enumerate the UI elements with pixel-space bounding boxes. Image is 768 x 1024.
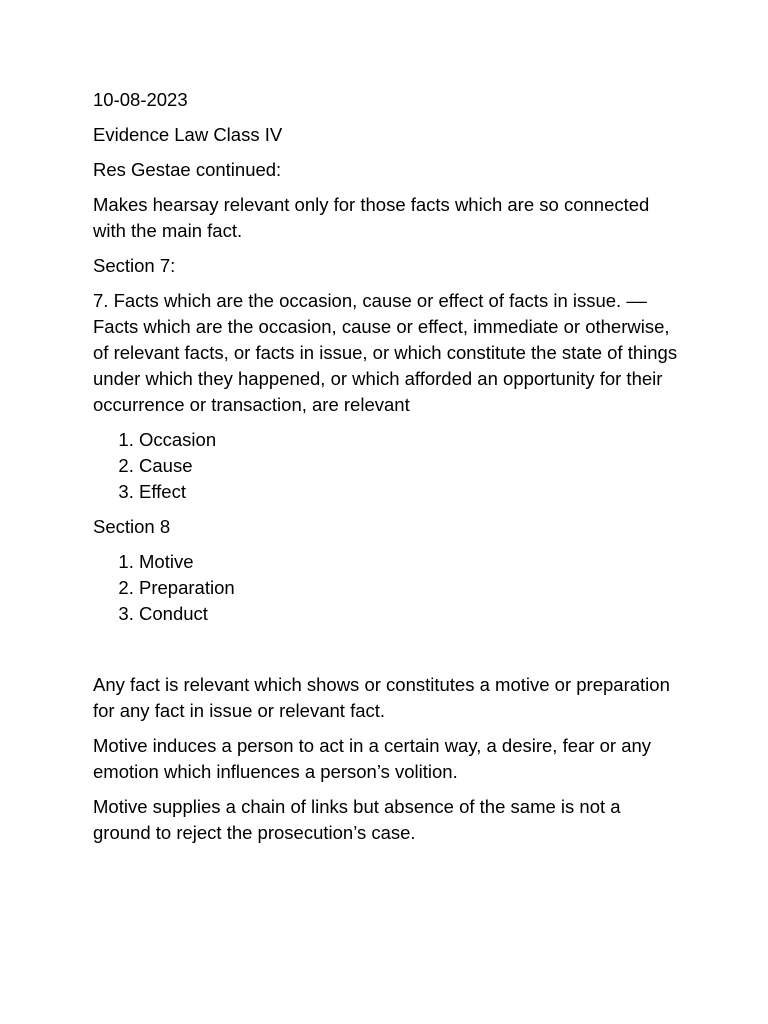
section-7-text: 7. Facts which are the occasion, cause or effect of facts in issue. –– Facts which are the occasion, cause or effect, immediate or otherwise, of relevant facts, or facts in issue, or which constitute the state of things under which they happened, or which afforded an opportunity for their occurrence or transaction, are relevant [93, 290, 678, 415]
paragraph-motive-chain: Motive supplies a chain of links but absence of the same is not a ground to reject the prosecution’s case. [93, 796, 621, 843]
list-item: 3. Conduct [139, 601, 683, 627]
list-item: 3. Effect [139, 479, 683, 505]
section-7-list [93, 427, 683, 505]
list-item: 1. Occasion [139, 427, 683, 453]
list-item: 2. Cause [139, 453, 683, 479]
section-8-list [93, 549, 683, 627]
document-date: 10-08-2023 [93, 89, 188, 110]
section-7-heading: Section 7: [93, 255, 176, 276]
res-gestae-text: Makes hearsay relevant only for those facts which are so connected with the main fact. [93, 194, 650, 241]
list-item: 2. Preparation [139, 575, 683, 601]
res-gestae-heading: Res Gestae continued: [93, 159, 282, 180]
paragraph-motive-definition: Motive induces a person to act in a certain way, a desire, fear or any emotion which influences a person’s volition. [93, 735, 652, 782]
section-8-heading: Section 8 [93, 516, 171, 537]
document-page [93, 87, 683, 855]
blank-line [93, 636, 683, 672]
paragraph-relevance: Any fact is relevant which shows or constitutes a motive or preparation for any fact in issue or relevant fact. [93, 674, 670, 721]
list-item: 1. Motive [139, 549, 683, 575]
document-title: Evidence Law Class IV [93, 124, 283, 145]
